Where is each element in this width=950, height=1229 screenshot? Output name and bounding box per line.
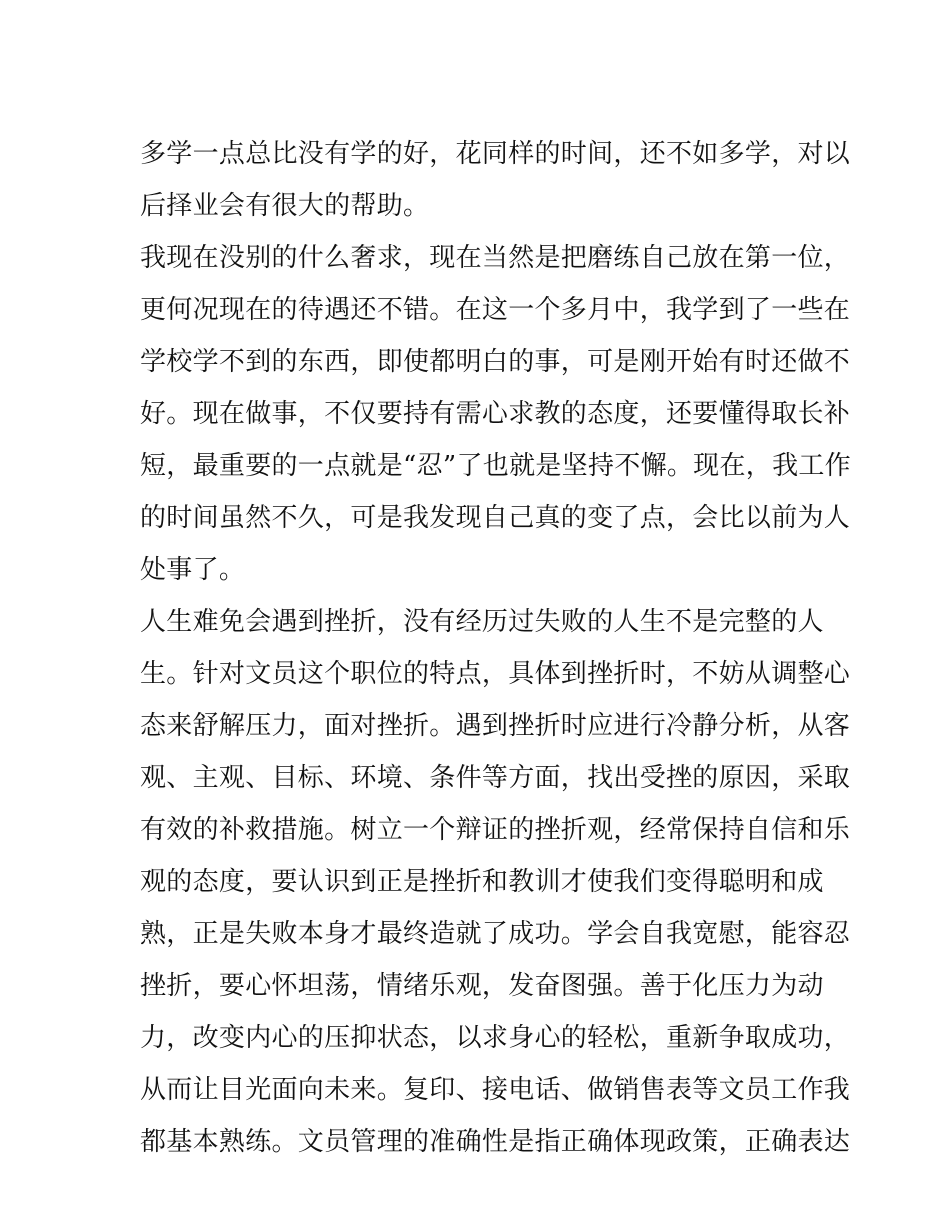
- document-body: [140, 128, 851, 1168]
- text-line: 学校学不到的东西，即使都明白的事，可是刚开始有时还做不: [140, 347, 851, 377]
- text-line: 挫折，要心怀坦荡，情绪乐观，发奋图强。善于化压力为动: [140, 971, 824, 1001]
- text-line: 人生难免会遇到挫折，没有经历过失败的人生不是完整的人: [140, 607, 824, 637]
- text-line: 好。现在做事，不仅要持有需心求教的态度，还要懂得取长补: [140, 399, 851, 429]
- text-line: 有效的补救措施。树立一个辩证的挫折观，经常保持自信和乐: [140, 815, 851, 845]
- text-line: 多学一点总比没有学的好，花同样的时间，还不如多学，对以: [140, 139, 851, 169]
- text-line: 短，最重要的一点就是“忍”了也就是坚持不懈。现在，我工作: [140, 451, 851, 481]
- text-line: 观的态度，要认识到正是挫折和教训才使我们变得聪明和成: [140, 867, 824, 897]
- text-line: 我现在没别的什么奢求，现在当然是把磨练自己放在第一位，: [140, 243, 851, 273]
- text-line: 的时间虽然不久，可是我发现自己真的变了点，会比以前为人: [140, 503, 851, 533]
- text-line: 更何况现在的待遇还不错。在这一个多月中，我学到了一些在: [140, 295, 851, 325]
- text-line: 都基本熟练。文员管理的准确性是指正确体现政策，正确表达: [140, 1127, 851, 1157]
- text-line: 生。针对文员这个职位的特点，具体到挫折时，不妨从调整心: [140, 659, 851, 689]
- text-line: 态来舒解压力，面对挫折。遇到挫折时应进行冷静分析，从客: [140, 711, 851, 741]
- text-line: 后择业会有很大的帮助。: [140, 191, 430, 221]
- text-line: 力，改变内心的压抑状态，以求身心的轻松，重新争取成功，: [140, 1023, 851, 1053]
- text-line: 观、主观、目标、环境、条件等方面，找出受挫的原因，采取: [140, 763, 851, 793]
- text-line: 熟，正是失败本身才最终造就了成功。学会自我宽慰，能容忍: [140, 919, 851, 949]
- text-line: 从而让目光面向未来。复印、接电话、做销售表等文员工作我: [140, 1075, 851, 1105]
- text-line: 处事了。: [140, 555, 246, 585]
